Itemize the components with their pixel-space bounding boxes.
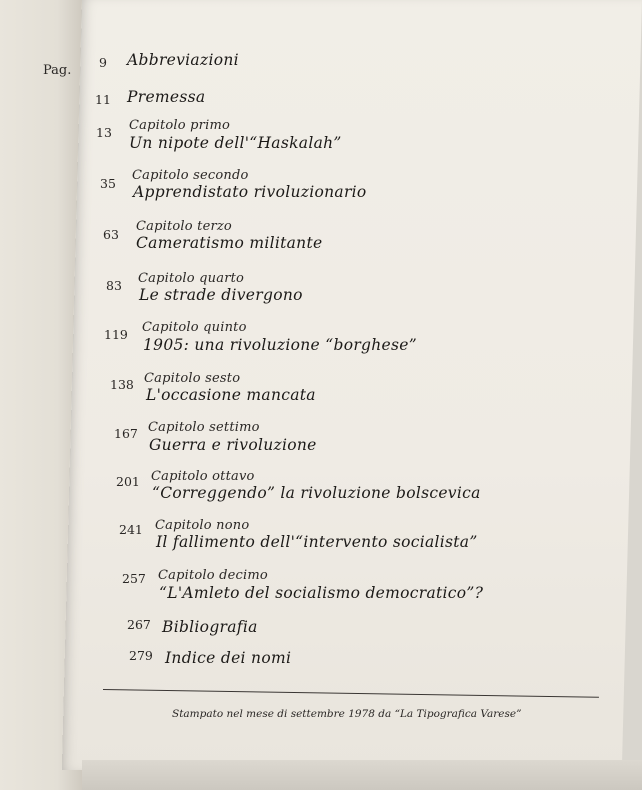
toc-page-number: 201 [116,474,140,489]
toc-page-number: 138 [110,377,134,392]
toc-title: Abbreviazioni [127,51,239,69]
toc-title: “L'Amleto del socialismo democratico”? [159,584,484,602]
toc-page-number: 13 [96,125,112,140]
toc-title: Cameratismo militante [136,234,323,252]
toc-title: Bibliografia [162,618,258,636]
toc-chapter-label: Capitolo secondo [132,168,249,183]
toc-page-number: 63 [103,227,119,242]
toc-page-number: 279 [129,648,153,663]
toc-page-number: 9 [99,55,107,70]
toc-title: “Correggendo” la rivoluzione bolscevica [152,484,481,502]
toc-title: Indice dei nomi [165,649,292,667]
toc-chapter-label: Capitolo nono [155,518,250,533]
toc-page-number: 11 [95,92,111,107]
toc-title: 1905: una rivoluzione “borghese” [143,336,417,354]
colophon: Stampato nel mese di settembre 1978 da “La Tipografica Varese” [172,708,522,720]
toc-title: Premessa [127,88,206,106]
toc-title: Le strade divergono [139,286,303,304]
toc-page-number: 119 [104,327,128,342]
toc-title: Guerra e rivoluzione [149,436,317,454]
toc-chapter-label: Capitolo ottavo [151,469,255,484]
toc-title: L'occasione mancata [146,386,316,404]
toc-page-number: 257 [122,571,146,586]
toc-page-number: 267 [127,617,151,632]
page-bottom-shadow [82,760,642,790]
toc-chapter-label: Capitolo quarto [138,271,245,286]
toc-chapter-label: Capitolo sesto [144,371,241,386]
toc-page-number: 167 [114,426,138,441]
toc-page-number: 241 [119,522,143,537]
toc-chapter-label: Capitolo primo [129,118,230,133]
toc-chapter-label: Capitolo quinto [142,320,247,335]
toc-chapter-label: Capitolo terzo [136,219,232,234]
toc-title: Apprendistato rivoluzionario [133,183,367,201]
toc-chapter-label: Capitolo decimo [158,568,268,583]
pag-label: Pag. [43,63,72,78]
toc-chapter-label: Capitolo settimo [148,420,260,435]
toc-title: Il fallimento dell'“intervento socialista” [156,533,478,551]
toc-page-number: 83 [106,278,122,293]
toc-title: Un nipote dell'“Haskalah” [129,134,342,152]
toc-page-number: 35 [100,176,116,191]
